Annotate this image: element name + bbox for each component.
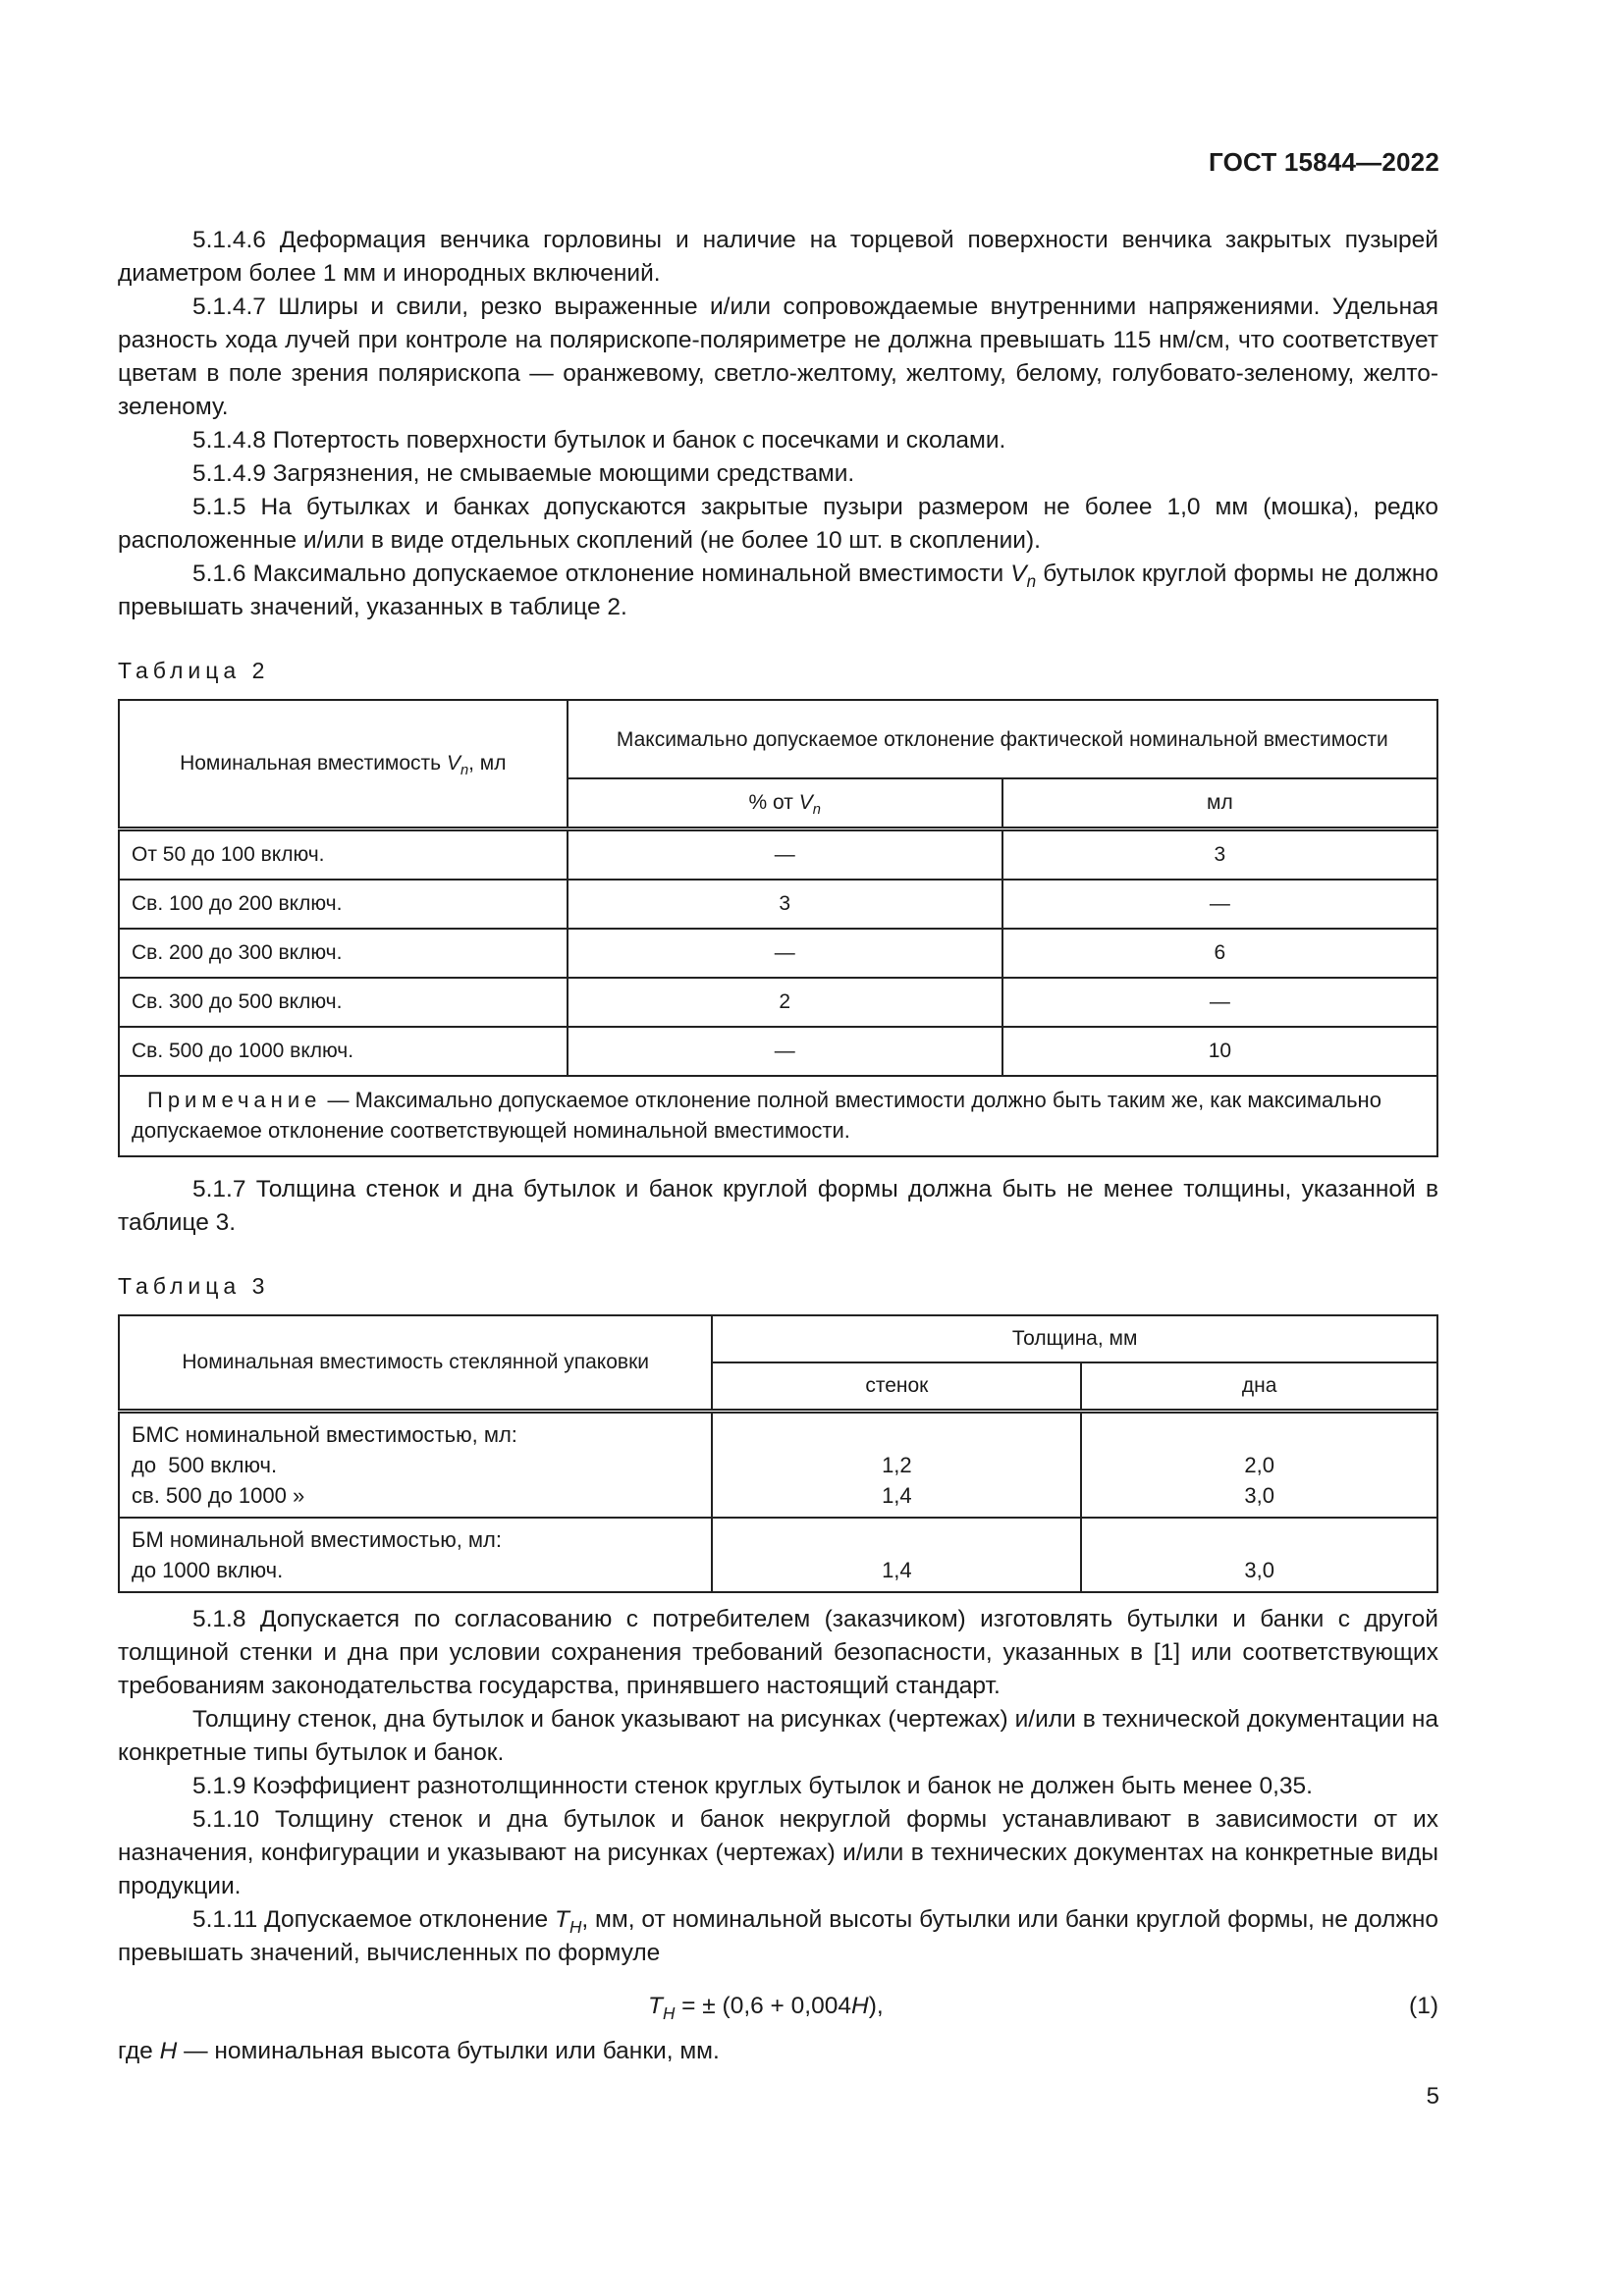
- paragraph-5-1-7: 5.1.7 Толщина стенок и дна бутылок и банок круглой формы должна быть не менее толщины, указанной в таблице 3.: [118, 1176, 1438, 1236]
- table-2-note: Примечание — Максимально допускаемое отклонение полной вместимости должно быть таким же, как максимально допускаемое отклонение соответствующей номинальной вместимости.: [119, 1076, 1437, 1156]
- table-3-header-walls: стенок: [712, 1362, 1081, 1412]
- paragraph-5-1-4-7: 5.1.4.7 Шлиры и свили, резко выраженные и/или сопровождаемые внутренними напряжениями. Удельная разность хода лучей при контроле на полярископе-поляриметре не должна превышать 115 нм/см, что соответствует цветам в поле зрения полярископа — оранжевому, светло-желтому, желтому, белому, голубовато-зеленому, желто-зеленому.: [118, 294, 1438, 420]
- formula-number: (1): [1409, 1993, 1438, 2019]
- table-row: Св. 100 до 200 включ. 3 —: [119, 880, 1437, 929]
- table-2: [118, 699, 1438, 1157]
- table-3-header-thickness: Толщина, мм: [712, 1315, 1437, 1362]
- table-row: От 50 до 100 включ. — 3: [119, 829, 1437, 881]
- paragraph-5-1-4-9: 5.1.4.9 Загрязнения, не смываемые моющими средствами.: [192, 460, 855, 487]
- paragraph-5-1-4-6: 5.1.4.6 Деформация венчика горловины и наличие на торцевой поверхности венчика закрытых пузырей диаметром более 1 мм и инородных включений.: [118, 227, 1438, 287]
- table-row: Св. 200 до 300 включ. — 6: [119, 929, 1437, 978]
- paragraph-5-1-11: 5.1.11 Допускаемое отклонение $T_H$, мм, от номинальной высоты бутылки или банки круглой формы, не должно превышать значений, вычисленных по формуле: [118, 1906, 1438, 1966]
- formula-expression: $T_H$ = ± (0,6 + 0,004H),: [648, 1993, 884, 2023]
- formula-1: [118, 1984, 1438, 2027]
- table-2-header-percent: % от $V_n$: [568, 778, 1002, 829]
- document-header: ГОСТ 15844—2022: [1209, 147, 1439, 177]
- paragraph-5-1-8: 5.1.8 Допускается по согласованию с потребителем (заказчиком) изготовлять бутылки и банки с другой толщиной стенки и дна при условии сохранения требований безопасности, указанных в [1] или соответствующих требованиям законодательства государства, принявшего настоящий стандарт.: [118, 1606, 1438, 1699]
- paragraph-5-1-6: 5.1.6 Максимально допускаемое отклонение номинальной вместимости $V_n$ бутылок круглой формы не должно превышать значений, указанных в таблице 2.: [118, 561, 1438, 620]
- formula-where-clause: где H — номинальная высота бутылки или банки, мм.: [118, 2038, 720, 2064]
- page-number: 5: [1426, 2083, 1439, 2109]
- table-3-header-capacity: Номинальная вместимость стеклянной упаковки: [119, 1315, 712, 1412]
- table-3-caption: Таблица 3: [118, 1273, 270, 1299]
- paragraph-5-1-5: 5.1.5 На бутылках и банках допускаются закрытые пузыри размером не более 1,0 мм (мошка), редко расположенные и/или в виде отдельных скоплений (не более 10 шт. в скоплении).: [118, 494, 1438, 554]
- table-row: Св. 500 до 1000 включ. — 10: [119, 1027, 1437, 1076]
- table-3: [118, 1314, 1438, 1593]
- paragraph-5-1-8-thickness: Толщину стенок, дна бутылок и банок указывают на рисунках (чертежах) и/или в технической документации на конкретные типы бутылок и банок.: [118, 1706, 1438, 1766]
- table-2-header-deviation: Максимально допускаемое отклонение фактической номинальной вместимости: [568, 700, 1437, 778]
- page-content: [118, 224, 1438, 2068]
- table-2-header-capacity: Номинальная вместимость $V_n$, мл: [119, 700, 568, 829]
- paragraph-5-1-4-8: 5.1.4.8 Потертость поверхности бутылок и банок с посечками и сколами.: [192, 427, 1006, 454]
- paragraph-5-1-9: 5.1.9 Коэффициент разнотолщинности стенок круглых бутылок и банок не должен быть менее 0,35.: [192, 1773, 1313, 1799]
- table-row: БМ номинальной вместимостью, мл: до 1000 включ. 1,4 3,0: [119, 1518, 1437, 1592]
- table-2-caption: Таблица 2: [118, 658, 270, 683]
- paragraph-5-1-10: 5.1.10 Толщину стенок и дна бутылок и банок некруглой формы устанавливают в зависимости от их назначения, конфигурации и указывают на рисунках (чертежах) и/или в технических документах на конкретные виды продукции.: [118, 1806, 1438, 1899]
- table-3-header-bottom: дна: [1081, 1362, 1437, 1412]
- table-row: БМС номинальной вместимостью, мл: до 500 включ. св. 500 до 1000 » 1,2 1,4 2,0 3,0: [119, 1412, 1437, 1519]
- table-row: Св. 300 до 500 включ. 2 —: [119, 978, 1437, 1027]
- table-2-header-ml: мл: [1002, 778, 1437, 829]
